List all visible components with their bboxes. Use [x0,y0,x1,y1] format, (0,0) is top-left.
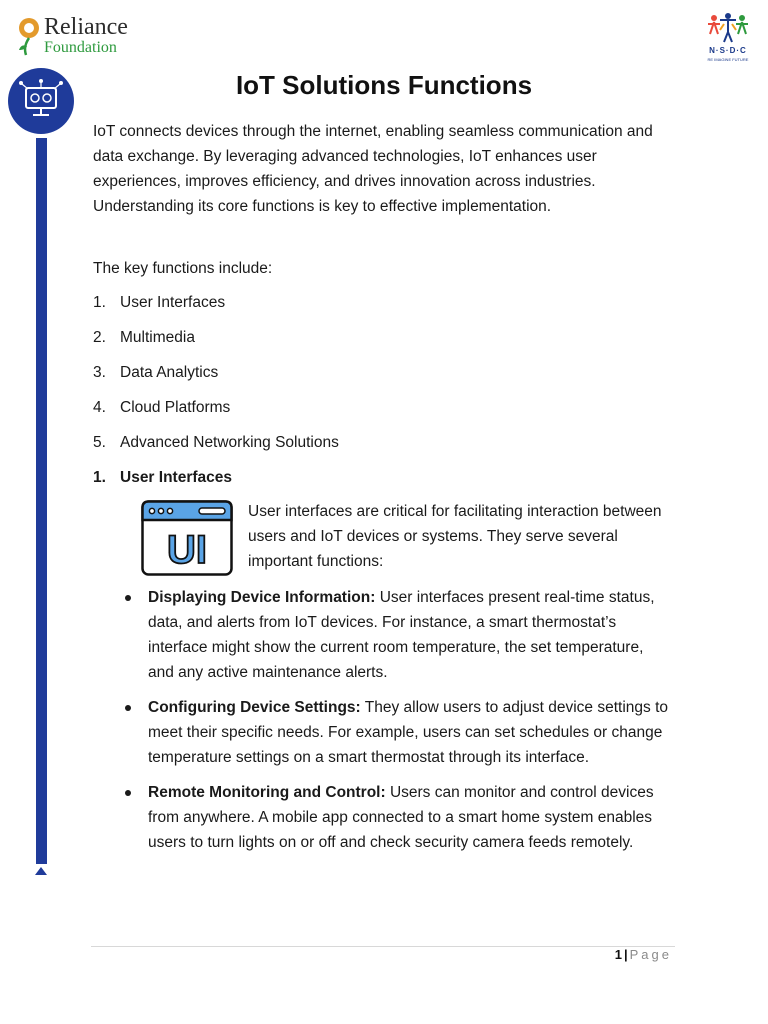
list-number: 2. [93,329,106,346]
page-number: 1 [614,947,622,962]
reliance-logo-sub: Foundation [44,39,117,56]
list-item [93,395,339,430]
list-number: 1. [93,294,106,311]
list-label: User Interfaces [120,294,226,311]
bullet-text: User interfaces present real-time status, data, and alerts from IoT devices. For instance, a smart thermostat’s interface might show the current room temperature, the set temperature, and any active maintenance alerts. [148,589,655,681]
list-item [93,325,339,360]
section-description: User interfaces are critical for facilitating interaction between users and IoT devices or systems. They serve several important functions: [248,503,662,570]
list-number: 4. [93,399,106,416]
nsdc-logo-word: N·S·D·C [709,46,747,55]
bullet-term: Remote Monitoring and Control: [148,784,386,801]
list-label: Data Analytics [120,364,219,381]
nsdc-logo [698,12,758,64]
list-number: 3. [93,364,106,381]
ui-icon-text: UI [167,528,207,572]
section-title: User Interfaces [120,469,233,486]
list-label: Multimedia [120,329,195,346]
ui-window-icon [141,500,233,576]
list-item [122,585,672,685]
details-list [122,585,672,865]
bullet-text: Users can monitor and control devices from anywhere. A mobile app connected to a smart home system enables users to turn lights on or off and check security camera feeds remotely. [148,784,654,851]
bullet-text: They allow users to adjust device settings to meet their specific needs. For example, users can set schedules or change temperature settings on a smart thermostat through its interface. [148,699,669,766]
bullet-icon [125,595,131,601]
nsdc-figures-icon [706,12,750,46]
section-number: 1. [93,469,106,486]
bullet-icon [125,790,131,796]
bullet-term: Displaying Device Information: [148,589,376,606]
section-heading [93,465,232,490]
list-item [93,360,339,395]
list-number: 5. [93,434,106,451]
reliance-foundation-logo [16,14,146,58]
bullet-term: Configuring Device Settings: [148,699,361,716]
side-accent-bar [36,138,47,864]
nsdc-logo-tagline: RE IMAGINE FUTURE [707,57,749,62]
bullet-icon [125,705,131,711]
page-footer [560,947,672,962]
intro-paragraph: IoT connects devices through the internet, enabling seamless communication and data exchange. By leveraging advanced technologies, IoT enhances user experiences, improves efficiency, and drives innovation across industries. Understanding its core functions is key to effective implementation. [93,123,653,215]
functions-list [93,290,339,465]
page-word: Page [629,947,672,962]
list-item [122,780,672,855]
list-label: Advanced Networking Solutions [120,434,339,451]
page-separator: | [623,947,628,962]
lead-text: The key functions include: [93,260,273,277]
reliance-logo-name: Reliance [44,14,128,40]
list-label: Cloud Platforms [120,399,231,416]
list-item [93,430,339,465]
list-item [93,290,339,325]
up-arrow-icon [35,867,47,875]
page-title: IoT Solutions Functions [235,70,533,100]
reliance-logo-icon [16,16,42,56]
list-item [122,695,672,770]
